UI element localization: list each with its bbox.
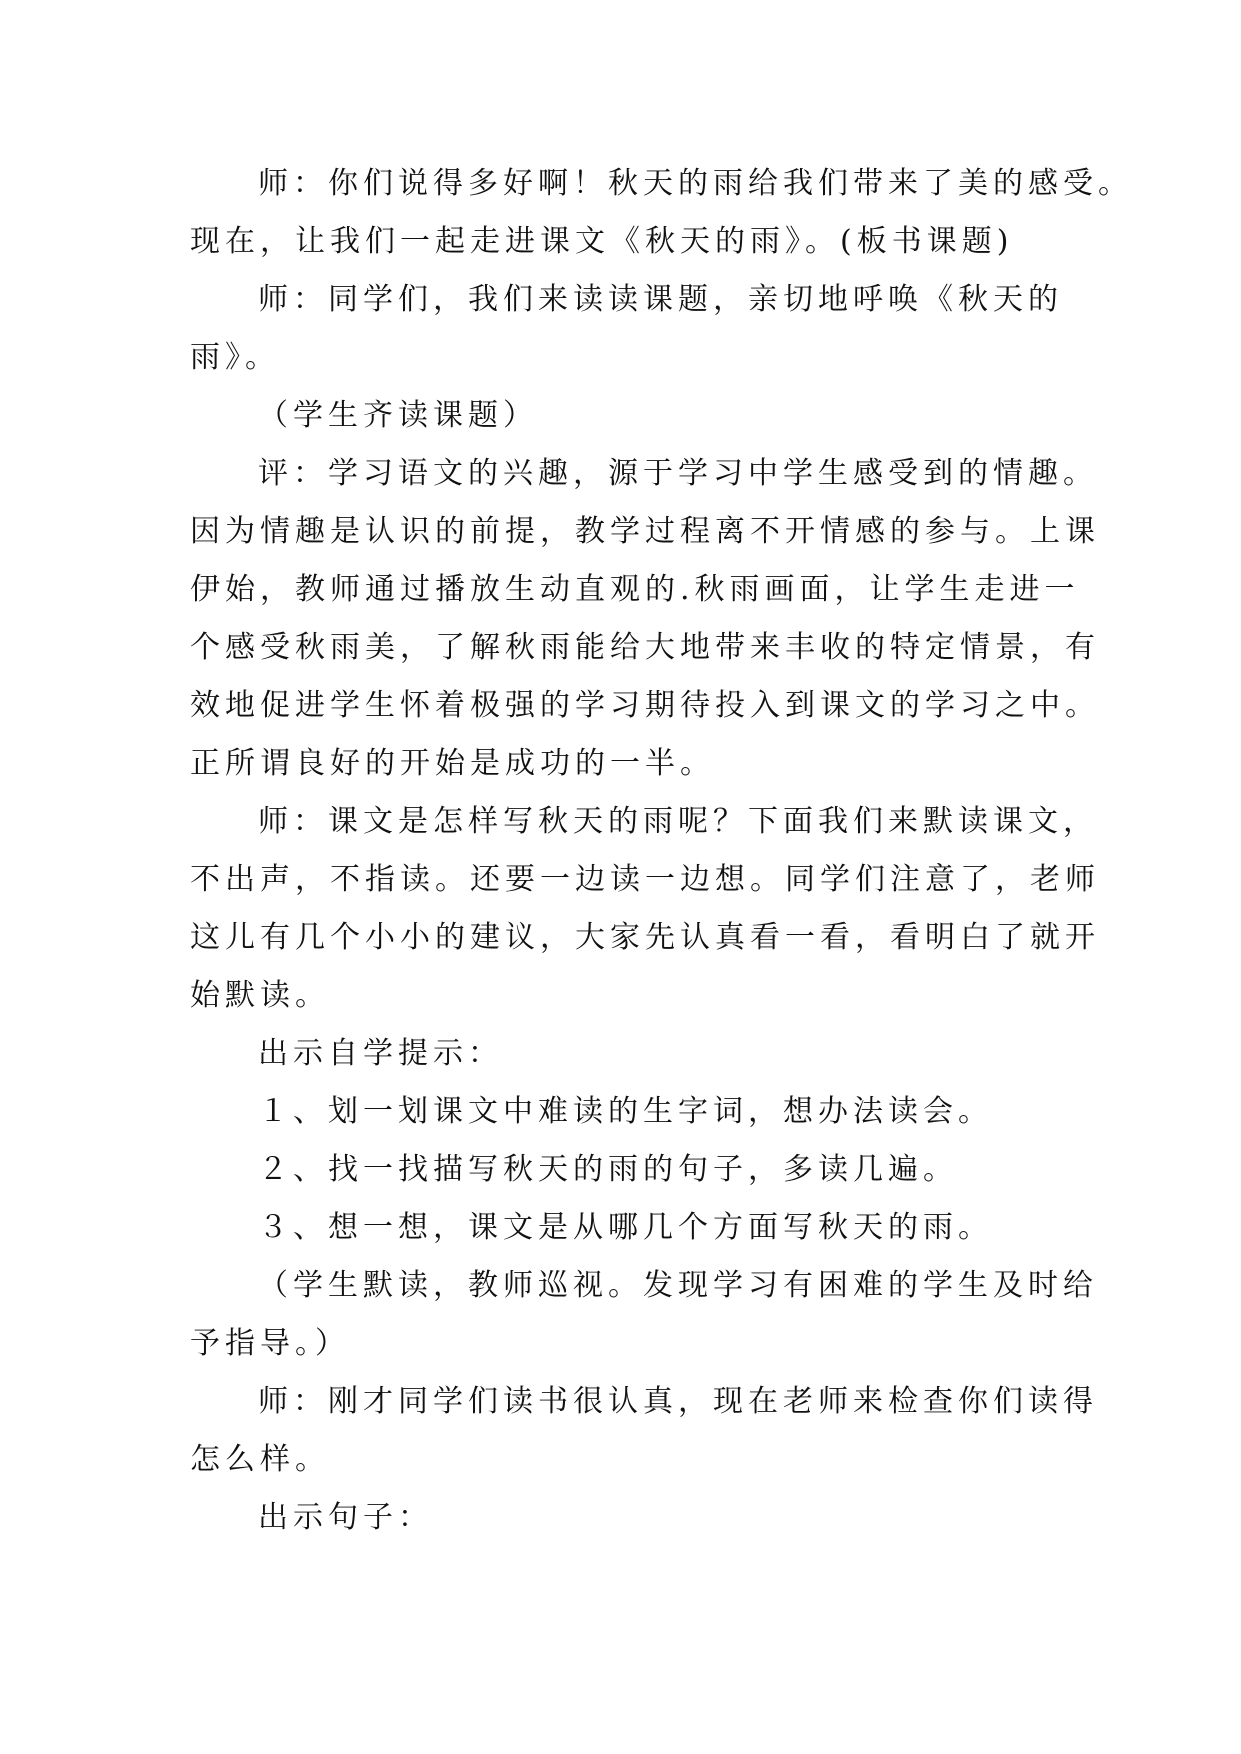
text-line: 出示句子：: [258, 1500, 433, 1535]
text-line: ３、想一想，课文是从哪几个方面写秋天的雨。: [258, 1210, 993, 1245]
text-line: 师：同学们，我们来读读课题，亲切地呼唤《秋天的: [258, 282, 1063, 317]
text-line: 师：课文是怎样写秋天的雨呢？下面我们来默读课文，: [258, 804, 1098, 839]
text-line: 个感受秋雨美，了解秋雨能给大地带来丰收的特定情景，有: [190, 630, 1100, 665]
text-line: （学生齐读课题）: [258, 398, 538, 433]
text-line: 出示自学提示：: [258, 1036, 503, 1071]
text-line: 雨》。: [190, 340, 280, 375]
text-line: 师：你们说得多好啊！秋天的雨给我们带来了美的感受。: [258, 166, 1133, 201]
text-line: 师：刚才同学们读书很认真，现在老师来检查你们读得: [258, 1384, 1098, 1419]
text-line: 怎么样。: [190, 1442, 330, 1477]
text-line: 现在，让我们一起走进课文《秋天的雨》。(板书课题): [190, 224, 1014, 259]
text-line: 评：学习语文的兴趣，源于学习中学生感受到的情趣。: [258, 456, 1098, 491]
text-line: 这儿有几个小小的建议，大家先认真看一看，看明白了就开: [190, 920, 1100, 955]
text-line: 伊始，教师通过播放生动直观的.秋雨画面，让学生走进一: [190, 572, 1080, 607]
text-line: 因为情趣是认识的前提，教学过程离不开情感的参与。上课: [190, 514, 1100, 549]
text-line: ２、找一找描写秋天的雨的句子，多读几遍。: [258, 1152, 958, 1187]
text-line: １、划一划课文中难读的生字词，想办法读会。: [258, 1094, 993, 1129]
text-line: 予指导。）: [190, 1326, 350, 1361]
text-line: 正所谓良好的开始是成功的一半。: [190, 746, 715, 781]
text-line: 效地促进学生怀着极强的学习期待投入到课文的学习之中。: [190, 688, 1100, 723]
text-line: （学生默读，教师巡视。发现学习有困难的学生及时给: [258, 1268, 1098, 1303]
text-line: 始默读。: [190, 978, 330, 1013]
text-line: 不出声，不指读。还要一边读一边想。同学们注意了，老师: [190, 862, 1100, 897]
